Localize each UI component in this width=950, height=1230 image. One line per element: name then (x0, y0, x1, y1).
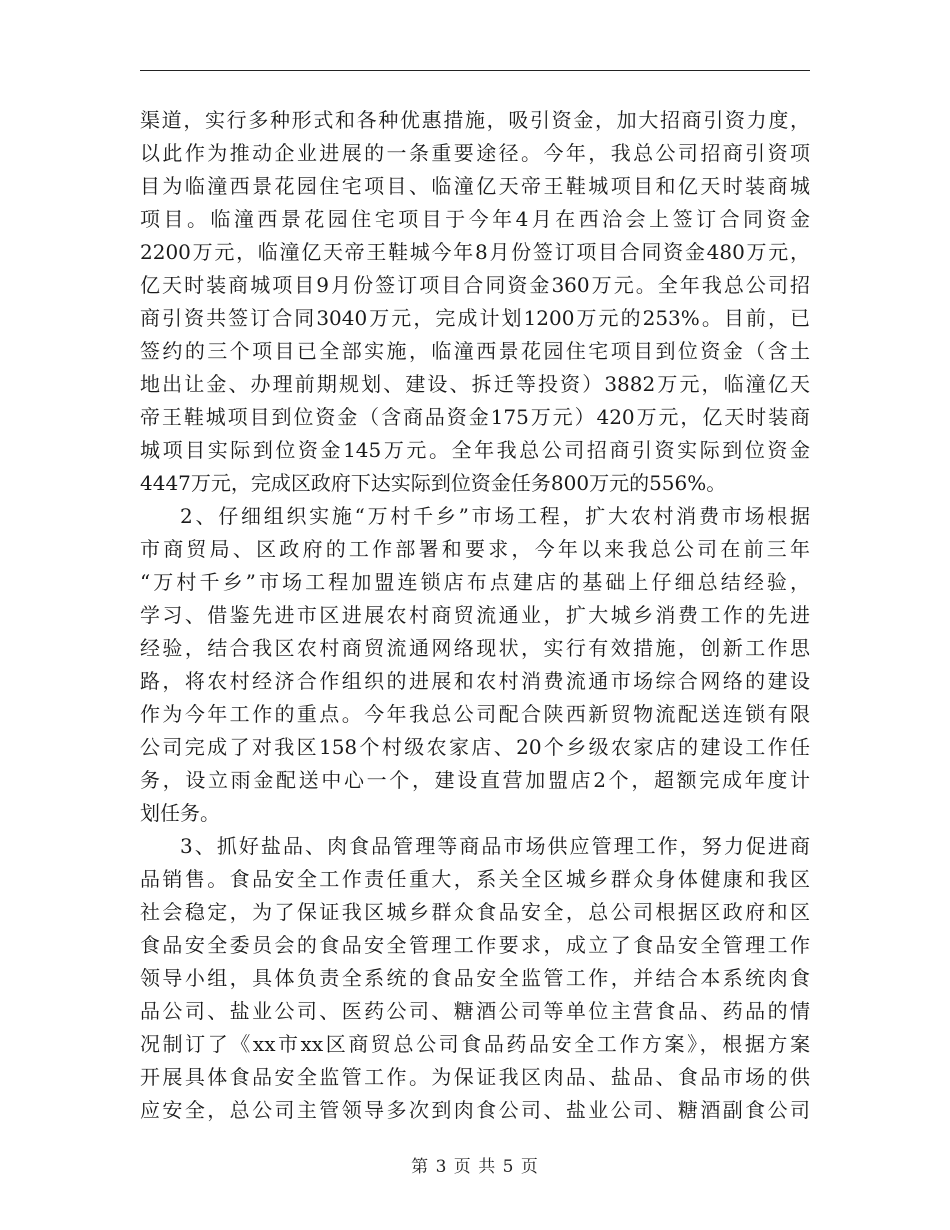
paragraph-line: 城项目实际到位资金145万元。全年我总公司招商引资实际到位资金 (140, 438, 810, 462)
paragraph-line: 亿天时装商城项目9月份签订项目合同资金360万元。全年我总公司招 (140, 273, 810, 297)
paragraph-line: 以此作为推动企业进展的一条重要途径。今年，我总公司招商引资项 (140, 141, 810, 165)
paragraph-line: 市商贸局、区政府的工作部署和要求，今年以来我总公司在前三年 (140, 537, 810, 561)
paragraph-line: 划任务。 (140, 801, 220, 825)
paragraph-line: 项目。临潼西景花园住宅项目于今年4月在西洽会上签订合同资金 (140, 207, 810, 231)
paragraph-line: 公司完成了对我区158个村级农家店、20个乡级农家店的建设工作任 (140, 735, 810, 759)
paragraph-line: 应安全，总公司主管领导多次到肉食公司、盐业公司、糖酒副食公司 (140, 1098, 810, 1122)
paragraph-line: 品销售。食品安全工作责任重大，系关全区城乡群众身体健康和我区 (140, 867, 810, 891)
paragraph-line: 帝王鞋城项目到位资金（含商品资金175万元）420万元，亿天时装商 (140, 405, 810, 429)
paragraph-line: “万村千乡”市场工程加盟连锁店布点建店的基础上仔细总结经验， (140, 570, 810, 594)
document-body (140, 104, 810, 1127)
header-rule (140, 70, 810, 71)
paragraph-line: 2200万元，临潼亿天帝王鞋城今年8月份签订项目合同资金480万元， (140, 240, 810, 264)
paragraph-line: 务，设立雨金配送中心一个，建设直营加盟店2个，超额完成年度计 (140, 768, 810, 792)
paragraph-line: 渠道，实行多种形式和各种优惠措施，吸引资金，加大招商引资力度， (140, 108, 810, 132)
paragraph-line: 品公司、盐业公司、医药公司、糖酒公司等单位主营食品、药品的情 (140, 999, 810, 1023)
paragraph-line: 学习、借鉴先进市区进展农村商贸流通业，扩大城乡消费工作的先进 (140, 603, 810, 627)
paragraph-line: 2、仔细组织实施“万村千乡”市场工程，扩大农村消费市场根据 (180, 504, 810, 528)
paragraph-line: 况制订了《xx市xx区商贸总公司食品药品安全工作方案》，根据方案 (140, 1032, 810, 1056)
paragraph-line: 路，将农村经济合作组织的进展和农村消费流通市场综合网络的建设 (140, 669, 810, 693)
paragraph-line: 领导小组，具体负责全系统的食品安全监管工作，并结合本系统肉食 (140, 966, 810, 990)
paragraph-line: 4447万元，完成区政府下达实际到位资金任务800万元的556%。 (140, 471, 727, 495)
paragraph-line: 作为今年工作的重点。今年我总公司配合陕西新贸物流配送连锁有限 (140, 702, 810, 726)
paragraph-line: 商引资共签订合同3040万元，完成计划1200万元的253%。目前，已 (140, 306, 810, 330)
paragraph-line: 3、抓好盐品、肉食品管理等商品市场供应管理工作，努力促进商 (180, 834, 810, 858)
paragraph-line: 目为临潼西景花园住宅项目、临潼亿天帝王鞋城项目和亿天时装商城 (140, 174, 810, 198)
paragraph-line: 社会稳定，为了保证我区城乡群众食品安全，总公司根据区政府和区 (140, 900, 810, 924)
page-number: 第 3 页 共 5 页 (411, 1157, 539, 1177)
paragraph-line: 食品安全委员会的食品安全管理工作要求，成立了食品安全管理工作 (140, 933, 810, 957)
paragraph-line: 经验，结合我区农村商贸流通网络现状，实行有效措施，创新工作思 (140, 636, 810, 660)
paragraph-line: 签约的三个项目已全部实施，临潼西景花园住宅项目到位资金（含土 (140, 339, 810, 363)
paragraph-line: 地出让金、办理前期规划、建设、拆迁等投资）3882万元，临潼亿天 (140, 372, 810, 396)
paragraph-line: 开展具体食品安全监管工作。为保证我区肉品、盐品、食品市场的供 (140, 1065, 810, 1089)
